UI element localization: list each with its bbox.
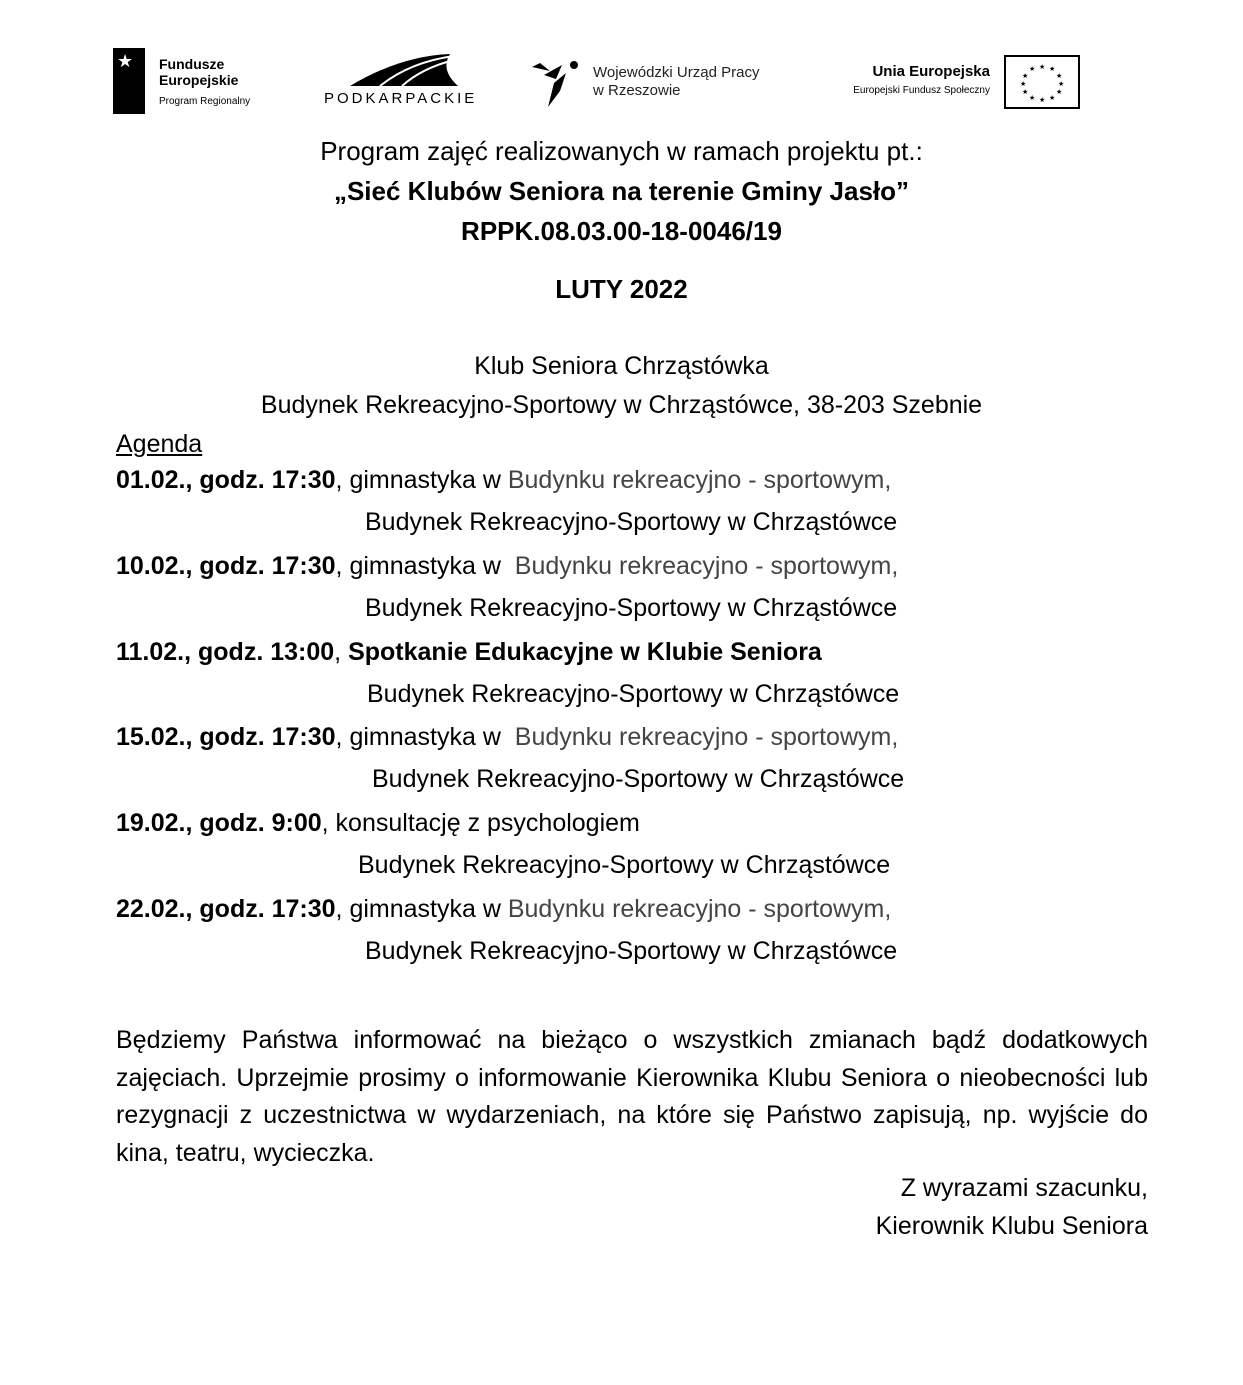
logo-bar xyxy=(95,30,1095,130)
agenda-location: Budynek Rekreacyjno-Sportowy w Chrząstówce xyxy=(372,765,905,793)
wup-line1: Wojewódzki Urząd Pracy xyxy=(593,64,760,81)
closing-line: Z wyrazami szacunku, xyxy=(900,1174,1148,1202)
agenda-place: Budynku rekreacyjno - sportowym, xyxy=(507,466,892,494)
agenda-when: 11.02., godz. 13:00 xyxy=(116,638,335,666)
month-title: LUTY 2022 xyxy=(555,274,688,304)
agenda-item: 10.02., godz. 17:30, gimnastyka w Budynku rekreacyjno - sportowym, xyxy=(116,552,899,580)
club-address: Budynek Rekreacyjno-Sportowy w Chrząstówce, 38-203 Szebnie xyxy=(260,391,983,419)
agenda-item: 01.02., godz. 17:30, gimnastyka w Budynku rekreacyjno - sportowym, xyxy=(116,466,892,494)
agenda-location: Budynek Rekreacyjno-Sportowy w Chrząstówce xyxy=(365,508,898,536)
podkarpackie-text: PODKARPACKIE xyxy=(324,90,478,107)
wup-line2: w Rzeszowie xyxy=(593,82,681,99)
agenda-item: 22.02., godz. 17:30, gimnastyka w Budynku rekreacyjno - sportowym, xyxy=(116,895,892,923)
fe-line2: Europejskie xyxy=(159,72,239,88)
agenda-when: 01.02., godz. 17:30 xyxy=(116,466,336,494)
agenda-activity: konsultację z psychologiem xyxy=(335,809,640,837)
mountain-icon xyxy=(350,50,460,88)
club-name: Klub Seniora Chrząstówka xyxy=(474,352,769,380)
agenda-place: Budynku rekreacyjno - sportowym, xyxy=(507,895,892,923)
agenda-location: Budynek Rekreacyjno-Sportowy w Chrząstówce xyxy=(367,680,900,708)
agenda-when: 19.02., godz. 9:00 xyxy=(116,809,322,837)
podkarpackie-logo xyxy=(320,50,480,110)
signatory: Kierownik Klubu Seniora xyxy=(875,1212,1148,1240)
agenda-location: Budynek Rekreacyjno-Sportowy w Chrząstówce xyxy=(365,594,898,622)
wup-logo xyxy=(530,55,790,115)
agenda-item: 11.02., godz. 13:00, Spotkanie Edukacyjne w Klubie Seniora xyxy=(116,638,822,666)
project-code: RPPK.08.03.00-18-0046/19 xyxy=(461,216,782,246)
ue-line2: Europejski Fundusz Społeczny xyxy=(853,85,990,96)
agenda-location: Budynek Rekreacyjno-Sportowy w Chrząstówce xyxy=(365,937,898,965)
wup-bird-icon xyxy=(530,55,585,110)
agenda-activity: gimnastyka w xyxy=(349,552,515,580)
eu-flag-icon: ★ ★ ★ ★ ★ ★ ★ ★ ★ ★ ★ ★ xyxy=(1004,55,1080,109)
agenda-location: Budynek Rekreacyjno-Sportowy w Chrząstówce xyxy=(358,851,891,879)
agenda-activity: gimnastyka w xyxy=(349,723,515,751)
ue-line1: Unia Europejska xyxy=(872,63,990,80)
agenda-activity: gimnastyka w xyxy=(349,895,508,923)
agenda-when: 10.02., godz. 17:30 xyxy=(116,552,336,580)
agenda-item: 15.02., godz. 17:30, gimnastyka w Budynku rekreacyjno - sportowym, xyxy=(116,723,899,751)
agenda-place: Budynku rekreacyjno - sportowym, xyxy=(514,723,899,751)
notice-paragraph: Będziemy Państwa informować na bieżąco o wszystkich zmianach bądź dodatkowych zajęciach. Uprzejmie prosimy o informowanie Kierownika Klubu Seniora o nieobecności lub rezygnacji z uczestnictwa w wydarzeniach, na które się Państwo zapisują, np. wyjście do kina, teatru, wycieczka. xyxy=(116,1026,1148,1167)
fe-line3: Program Regionalny xyxy=(159,96,251,107)
agenda-title: Agenda xyxy=(116,430,203,458)
eu-logo xyxy=(815,55,1100,115)
agenda-when: 15.02., godz. 17:30 xyxy=(116,723,336,751)
agenda-activity: gimnastyka w xyxy=(349,466,508,494)
agenda-place: Budynku rekreacyjno - sportowym, xyxy=(514,552,899,580)
project-title: „Sieć Klubów Seniora na terenie Gminy Jasło” xyxy=(333,176,910,206)
agenda-when: 22.02., godz. 17:30 xyxy=(116,895,336,923)
agenda-activity: Spotkanie Edukacyjne w Klubie Seniora xyxy=(348,638,822,666)
header-line1: Program zajęć realizowanych w ramach projektu pt.: xyxy=(320,136,923,166)
fundusze-europejskie-logo xyxy=(95,30,287,126)
star-icon: ★ xyxy=(117,51,134,71)
fe-line1: Fundusze xyxy=(159,56,225,72)
agenda-item: 19.02., godz. 9:00, konsultację z psychologiem xyxy=(116,809,640,837)
